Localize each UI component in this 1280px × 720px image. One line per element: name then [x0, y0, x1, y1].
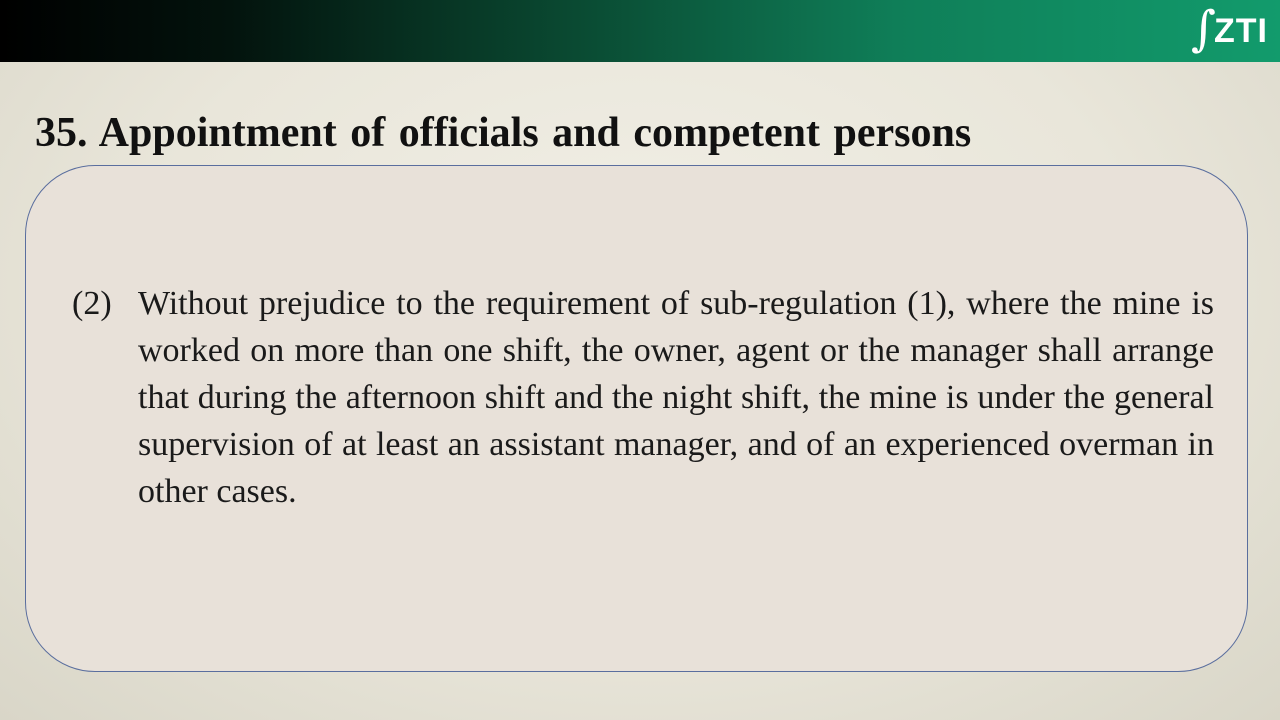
zti-logo	[1191, 1, 1268, 58]
header-bar	[0, 0, 1280, 62]
page-title: 35. Appointment of officials and competent persons	[35, 110, 972, 156]
clause	[72, 280, 1214, 515]
integral-icon: ∫	[1191, 1, 1217, 57]
clause-text: Without prejudice to the requirement of sub-regulation (1), where the mine is worked on more than one shift, the owner, agent or the manager shall arrange that during the afternoon shift and the night shift, the mine is under the general supervision of at least an assistant manager, and of an experienced overman in other cases.	[138, 285, 1214, 510]
clause-number: (2)	[72, 285, 112, 322]
logo-text: ZTI	[1214, 12, 1268, 50]
